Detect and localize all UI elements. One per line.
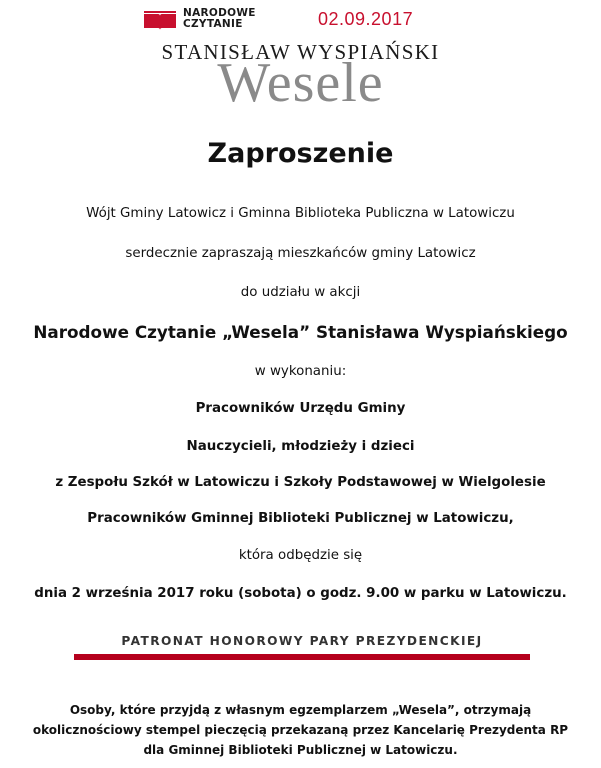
invitation-line-1: Wójt Gminy Latowicz i Gminna Biblioteka Publiczna w Latowiczu	[86, 206, 515, 221]
event-when-where: dnia 2 września 2017 roku (sobota) o godz. 9.00 w parku w Latowiczu.	[34, 586, 567, 601]
footer-line-3: dla Gminnej Biblioteki Publicznej w Latowiczu.	[143, 743, 458, 757]
invitation-line-4: w wykonaniu:	[254, 364, 347, 379]
invitation-line-5: która odbędzie się	[238, 548, 363, 563]
logo-text	[183, 8, 256, 30]
footer-note	[0, 700, 601, 760]
logo-line-2: CZYTANIE	[183, 18, 243, 30]
performer-3: z Zespołu Szkół w Latowiczu i Szkoły Podstawowej w Wielgolesie	[55, 475, 546, 490]
invitation-line-3: do udziału w akcji	[240, 285, 361, 300]
patronage-banner	[72, 632, 532, 672]
performer-1: Pracowników Urzędu Gminy	[195, 401, 406, 416]
narodowe-czytanie-logo	[143, 8, 293, 34]
author-name: STANISŁAW WYSPIAŃSKI	[161, 40, 440, 64]
event-date: 02.09.2017	[318, 9, 414, 29]
work-title: Wesele	[217, 52, 384, 114]
logo-line-1: NARODOWE	[183, 7, 256, 19]
header	[0, 0, 601, 114]
footer-line-1: Osoby, które przyjdą z własnym egzemplarzem „Wesela”, otrzymają	[69, 703, 532, 717]
performer-2: Nauczycieli, młodzieży i dzieci	[186, 439, 415, 454]
invitation-heading: Zaproszenie	[207, 138, 394, 169]
performer-4: Pracowników Gminnej Biblioteki Publicznej w Latowiczu,	[87, 511, 514, 526]
patronage-text: PATRONAT HONOROWY PARY PREZYDENCKIEJ	[121, 634, 483, 648]
event-name: Narodowe Czytanie „Wesela” Stanisława Wyspiańskiego	[33, 322, 568, 342]
footer-line-2: okolicznościowy stempel pieczęcią przekazaną przez Kancelarię Prezydenta RP	[32, 723, 569, 737]
patronage-bar	[74, 654, 530, 660]
invitation-line-2: serdecznie zapraszają mieszkańców gminy Latowicz	[125, 246, 476, 261]
book-icon	[143, 10, 177, 32]
